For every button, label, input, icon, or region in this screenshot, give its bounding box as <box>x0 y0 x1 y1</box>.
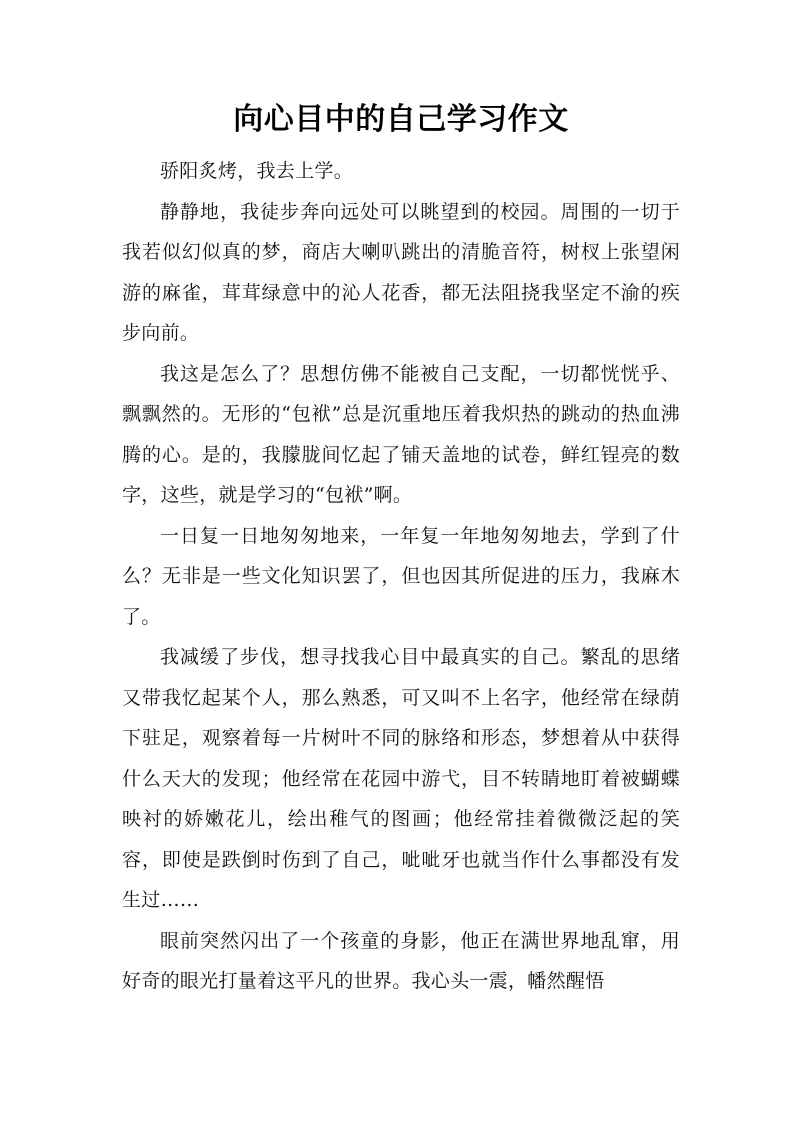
document-title: 向心目中的自己学习作文 <box>233 102 569 137</box>
paragraph: 我减缓了步伐，想寻找我心目中最真实的自己。繁乱的思绪又带我忆起某个人，那么熟悉，可又叫不上名字，他经常在绿荫下驻足，观察着每一片树叶不同的脉络和形态，梦想着从中获得什么天大的发现；他经常在花园中游弋，目不转睛地盯着被蝴蝶映衬的娇嫩花儿，绘出稚气的图画；他经常挂着微微泛起的笑容，即使是跌倒时伤到了自己，呲呲牙也就当作什么事都没有发生过…… <box>122 646 680 911</box>
paragraph: 骄阳炙烤，我去上学。 <box>160 160 354 182</box>
paragraph: 一日复一日地匆匆地来，一年复一年地匆匆地去，学到了什么？无非是一些文化知识罢了，但也因其所促进的压力，我麻木了。 <box>122 524 680 628</box>
paragraph: 我这是怎么了？思想仿佛不能被自己支配，一切都恍恍乎、飘飘然的。无形的“包袱”总是沉重地压着我炽热的跳动的热血沸腾的心。是的，我朦胧间忆起了铺天盖地的试卷，鲜红锃亮的数字，这些，就是学习的“包袱”啊。 <box>122 362 680 506</box>
paragraph: 眼前突然闪出了一个孩童的身影，他正在满世界地乱窜，用好奇的眼光打量着这平凡的世界。我心头一震，幡然醒悟 <box>122 929 680 992</box>
document-body <box>122 151 680 1002</box>
paragraph: 静静地，我徒步奔向远处可以眺望到的校园。周围的一切于我若似幻似真的梦，商店大喇叭跳出的清脆音符，树杈上张望闲游的麻雀，茸茸绿意中的沁人花香，都无法阻挠我坚定不渝的疾步向前。 <box>122 200 680 344</box>
